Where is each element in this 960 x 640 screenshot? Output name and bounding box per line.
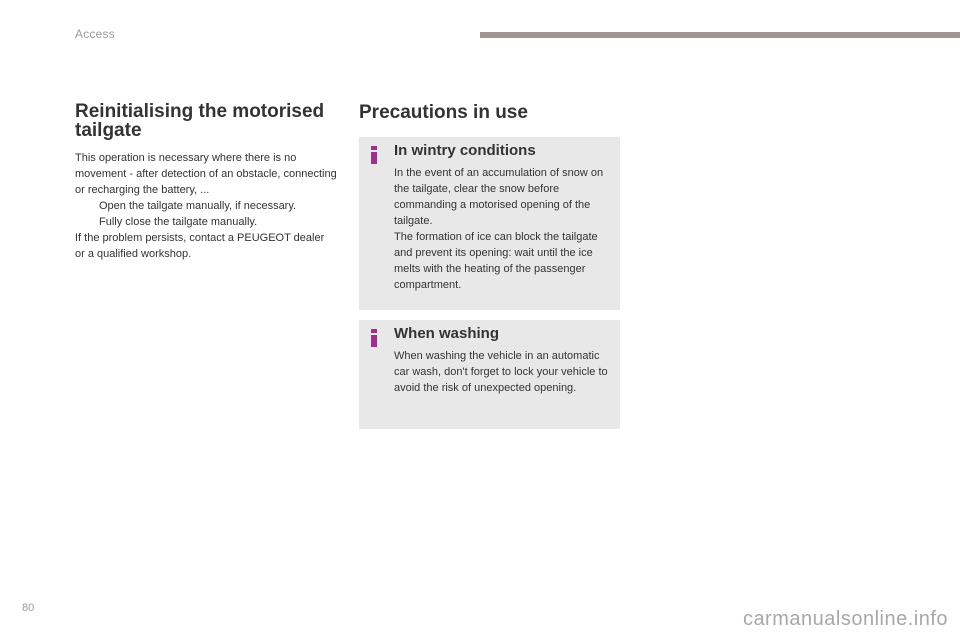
precautions-title: Precautions in use (359, 102, 528, 123)
page-number: 80 (22, 602, 35, 614)
note-paragraph: The formation of ice can block the tailgate and prevent its opening: wait until the ice melts with the heating of the passenger compartment. (394, 231, 598, 291)
title-line-2: tailgate (75, 120, 142, 141)
note-body (394, 348, 612, 396)
reinitialising-text (75, 150, 337, 262)
note-title: When washing (394, 325, 499, 342)
title-line-1: Reinitialising the motorised (75, 101, 325, 122)
left-column (75, 102, 337, 262)
intro-text: This operation is necessary where there is no movement - after detection of an obstacle, connecting or recharging the battery, ... (75, 152, 337, 196)
bullet-text: Fully close the tailgate manually. (99, 216, 258, 228)
note-wintry-conditions (359, 137, 620, 310)
note-paragraph: In the event of an accumulation of snow on the tailgate, clear the snow before commanding a motorised opening of the tailgate. (394, 167, 604, 227)
header-bar (480, 32, 960, 38)
note-when-washing (359, 320, 620, 429)
note-paragraph: When washing the vehicle in an automatic car wash, don't forget to lock your vehicle to avoid the risk of unexpected opening. (394, 350, 608, 394)
outro-text: If the problem persists, contact a PEUGEOT dealer or a qualified workshop. (75, 232, 325, 260)
info-icon (371, 146, 377, 164)
bullet-item (75, 198, 337, 214)
section-label: Access (75, 27, 115, 41)
bullet-icon (75, 214, 99, 230)
bullet-icon (75, 198, 99, 214)
bullet-item (75, 214, 337, 230)
info-icon (371, 329, 377, 347)
right-column (359, 102, 621, 124)
footer-watermark: carmanualsonline.info (742, 608, 948, 630)
note-body (394, 165, 612, 293)
reinitialising-title (75, 102, 337, 140)
bullet-text: Open the tailgate manually, if necessary. (99, 200, 297, 212)
note-title: In wintry conditions (394, 142, 536, 159)
